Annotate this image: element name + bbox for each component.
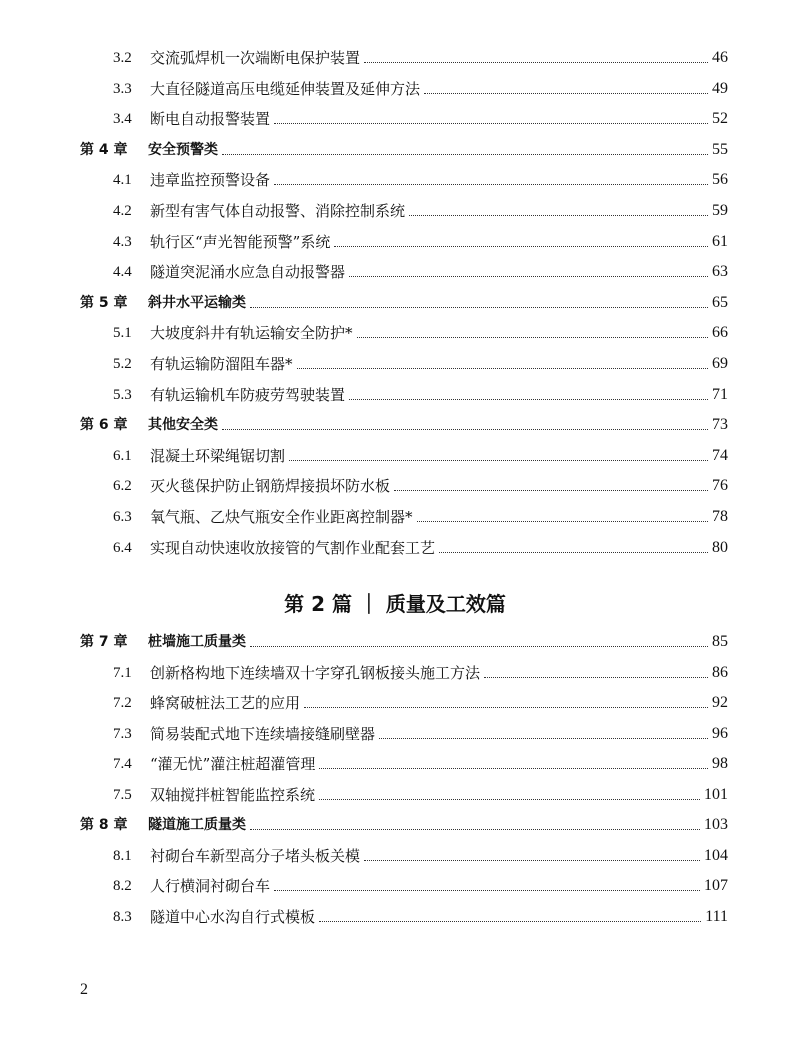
toc-entry-number: 4.4 (113, 264, 132, 281)
toc-entry-title: 新型有害气体自动报警、消除控制系统 (150, 202, 406, 220)
page-number: 2 (80, 981, 88, 998)
toc-entry-number: 8.3 (113, 908, 132, 925)
toc-leader-dots (297, 368, 708, 369)
toc-leader-dots (439, 552, 708, 553)
toc-entry-page: 71 (712, 385, 728, 403)
toc-leader-dots (250, 646, 708, 647)
toc-entry-number: 第 5 章 (80, 294, 128, 311)
toc-entry-page: 61 (712, 232, 728, 250)
toc-section-entry[interactable] (0, 719, 790, 749)
toc-entry-number: 7.5 (113, 786, 132, 803)
toc-entry-title: 有轨运输机车防疲劳驾驶装置 (150, 385, 346, 404)
toc-leader-dots (274, 123, 708, 124)
toc-entry-number: 8.2 (113, 878, 132, 894)
toc-entry-title: 大坡度斜井有轨运输安全防护* (150, 324, 353, 343)
toc-section-entry[interactable] (0, 318, 790, 348)
toc-entry-page: 65 (712, 293, 728, 311)
toc-section-entry[interactable] (0, 196, 790, 226)
toc-entry-number: 7.4 (113, 756, 132, 772)
toc-section-entry[interactable] (0, 380, 790, 410)
toc-entry-number: 第 6 章 (80, 417, 128, 434)
toc-entry-page: 66 (712, 324, 728, 342)
toc-entry-title: 双轴搅拌桩智能监控系统 (150, 785, 316, 804)
toc-leader-dots (417, 521, 708, 522)
toc-entry-page: 92 (712, 694, 728, 711)
toc-entry-title: 人行横洞衬砌台车 (150, 877, 271, 895)
toc-entry-number: 6.2 (113, 478, 132, 495)
toc-entry-page: 111 (705, 907, 728, 925)
toc-chapter-entry[interactable] (0, 410, 790, 440)
toc-section-entry[interactable] (0, 349, 790, 379)
toc-leader-dots (409, 215, 708, 216)
toc-entry-page: 96 (712, 724, 728, 742)
toc-section-entry[interactable] (0, 471, 790, 501)
toc-entry-page: 103 (704, 816, 728, 833)
toc-leader-dots (274, 184, 708, 185)
toc-entry-number: 4.1 (113, 172, 132, 189)
toc-leader-dots (319, 768, 708, 769)
toc-entry-number: 8.1 (113, 847, 132, 864)
toc-entry-title: “灌无忧”灌注桩超灌管理 (150, 755, 316, 773)
toc-leader-dots (304, 707, 708, 708)
toc-section-entry[interactable] (0, 502, 790, 532)
toc-section-entry[interactable] (0, 871, 790, 901)
toc-leader-dots (424, 93, 708, 94)
toc-entry-page: 86 (712, 663, 728, 681)
toc-leader-dots (364, 860, 700, 861)
toc-entry-title: 断电自动报警装置 (150, 110, 271, 129)
toc-entry-title: 隧道突泥涌水应急自动报警器 (150, 263, 346, 282)
toc-section-entry[interactable] (0, 227, 790, 257)
toc-entry-title: 安全预警类 (148, 141, 218, 158)
toc-entry-number: 3.3 (113, 80, 132, 97)
toc-entry-title: 斜井水平运输类 (148, 294, 246, 311)
toc-leader-dots (379, 738, 708, 739)
toc-entry-number: 3.2 (113, 50, 132, 66)
toc-section-entry[interactable] (0, 257, 790, 287)
toc-entry-page: 55 (712, 140, 728, 158)
toc-entry-page: 63 (712, 263, 728, 281)
toc-entry-title: 衬砌台车新型高分子堵头板关模 (150, 846, 361, 865)
toc-leader-dots (364, 62, 708, 63)
toc-section-entry[interactable] (0, 441, 790, 471)
toc-leader-dots (250, 829, 700, 830)
toc-entry-number: 5.2 (113, 356, 132, 372)
toc-leader-dots (394, 490, 708, 491)
toc-entry-page: 98 (712, 755, 728, 772)
toc-entry-number: 6.3 (113, 509, 132, 525)
toc-leader-dots (349, 399, 708, 400)
toc-leader-dots (357, 337, 708, 338)
toc-entry-title: 创新格构地下连续墙双十字穿孔钢板接头施工方法 (150, 663, 481, 682)
toc-entry-page: 76 (712, 477, 728, 495)
toc-entry-title: 违章监控预警设备 (150, 171, 271, 190)
toc-leader-dots (349, 276, 708, 277)
toc-entry-page: 59 (712, 202, 728, 219)
toc-leader-dots (484, 677, 708, 678)
toc-leader-dots (274, 890, 700, 891)
toc-entry-title: 氧气瓶、乙炔气瓶安全作业距离控制器* (150, 508, 413, 526)
toc-entry-page: 46 (712, 49, 728, 66)
toc-entry-page: 49 (712, 79, 728, 97)
toc-leader-dots (222, 154, 708, 155)
toc-entry-title: 实现自动快速收放接管的气割作业配套工艺 (150, 538, 436, 557)
toc-section-entry[interactable] (0, 780, 790, 810)
toc-leader-dots (222, 429, 708, 430)
toc-entry-page: 52 (712, 110, 728, 128)
part-heading: 第 2 篇 ｜ 质量及工效篇 (284, 592, 506, 616)
toc-entry-page: 74 (712, 446, 728, 464)
toc-entry-title: 其他安全类 (148, 417, 218, 434)
toc-leader-dots (334, 246, 708, 247)
toc-leader-dots (250, 307, 708, 308)
toc-entry-page: 73 (712, 416, 728, 434)
toc-entry-number: 5.1 (113, 325, 132, 342)
toc-section-entry[interactable] (0, 841, 790, 871)
toc-section-entry[interactable] (0, 165, 790, 195)
toc-leader-dots (289, 460, 708, 461)
toc-entry-page: 85 (712, 633, 728, 650)
toc-section-entry[interactable] (0, 43, 790, 73)
toc-leader-dots (319, 799, 700, 800)
toc-section-entry[interactable] (0, 749, 790, 779)
toc-entry-title: 灭火毯保护防止钢筋焊接损坏防水板 (150, 477, 391, 496)
toc-entry-page: 69 (712, 355, 728, 372)
toc-leader-dots (319, 921, 701, 922)
toc-entry-page: 101 (704, 785, 728, 803)
toc-entry-title: 隧道中心水沟自行式模板 (150, 907, 316, 926)
toc-entry-page: 80 (712, 538, 728, 556)
toc-entry-title: 大直径隧道高压电缆延伸装置及延伸方法 (150, 79, 421, 98)
toc-entry-title: 混凝土环梁绳锯切割 (150, 446, 286, 465)
toc-entry-number: 3.4 (113, 111, 132, 128)
toc-entry-page: 56 (712, 171, 728, 189)
toc-entry-title: 轨行区“声光智能预警”系统 (150, 232, 331, 251)
toc-entry-number: 7.2 (113, 695, 132, 711)
toc-entry-number: 7.1 (113, 664, 132, 681)
toc-section-entry[interactable] (0, 104, 790, 134)
toc-entry-title: 桩墙施工质量类 (148, 634, 246, 650)
toc-entry-title: 隧道施工质量类 (148, 817, 246, 833)
toc-entry-number: 第 4 章 (80, 141, 128, 158)
toc-chapter-entry[interactable] (0, 810, 790, 840)
toc-entry-number: 第 8 章 (80, 817, 128, 833)
toc-section-entry[interactable] (0, 533, 790, 563)
toc-entry-number: 4.2 (113, 203, 132, 219)
toc-entry-page: 78 (712, 508, 728, 525)
toc-entry-title: 有轨运输防溜阻车器* (150, 355, 293, 373)
toc-entry-title: 交流弧焊机一次端断电保护装置 (150, 49, 361, 67)
toc-chapter-entry[interactable] (0, 288, 790, 318)
toc-entry-number: 7.3 (113, 725, 132, 742)
toc-chapter-entry[interactable] (0, 627, 790, 657)
toc-entry-page: 107 (704, 877, 728, 894)
toc-entry-number: 5.3 (113, 386, 132, 403)
toc-entry-number: 6.1 (113, 447, 132, 464)
toc-section-entry[interactable] (0, 902, 790, 932)
toc-section-entry[interactable] (0, 688, 790, 718)
toc-entry-page: 104 (704, 846, 728, 864)
toc-section-entry[interactable] (0, 658, 790, 688)
toc-entry-title: 蜂窝破桩法工艺的应用 (150, 694, 301, 712)
toc-entry-title: 简易装配式地下连续墙接缝刷壁器 (150, 724, 376, 743)
toc-entry-number: 6.4 (113, 539, 132, 556)
toc-entry-number: 4.3 (113, 233, 132, 250)
toc-section-entry[interactable] (0, 74, 790, 104)
toc-chapter-entry[interactable] (0, 135, 790, 165)
toc-entry-number: 第 7 章 (80, 634, 128, 650)
